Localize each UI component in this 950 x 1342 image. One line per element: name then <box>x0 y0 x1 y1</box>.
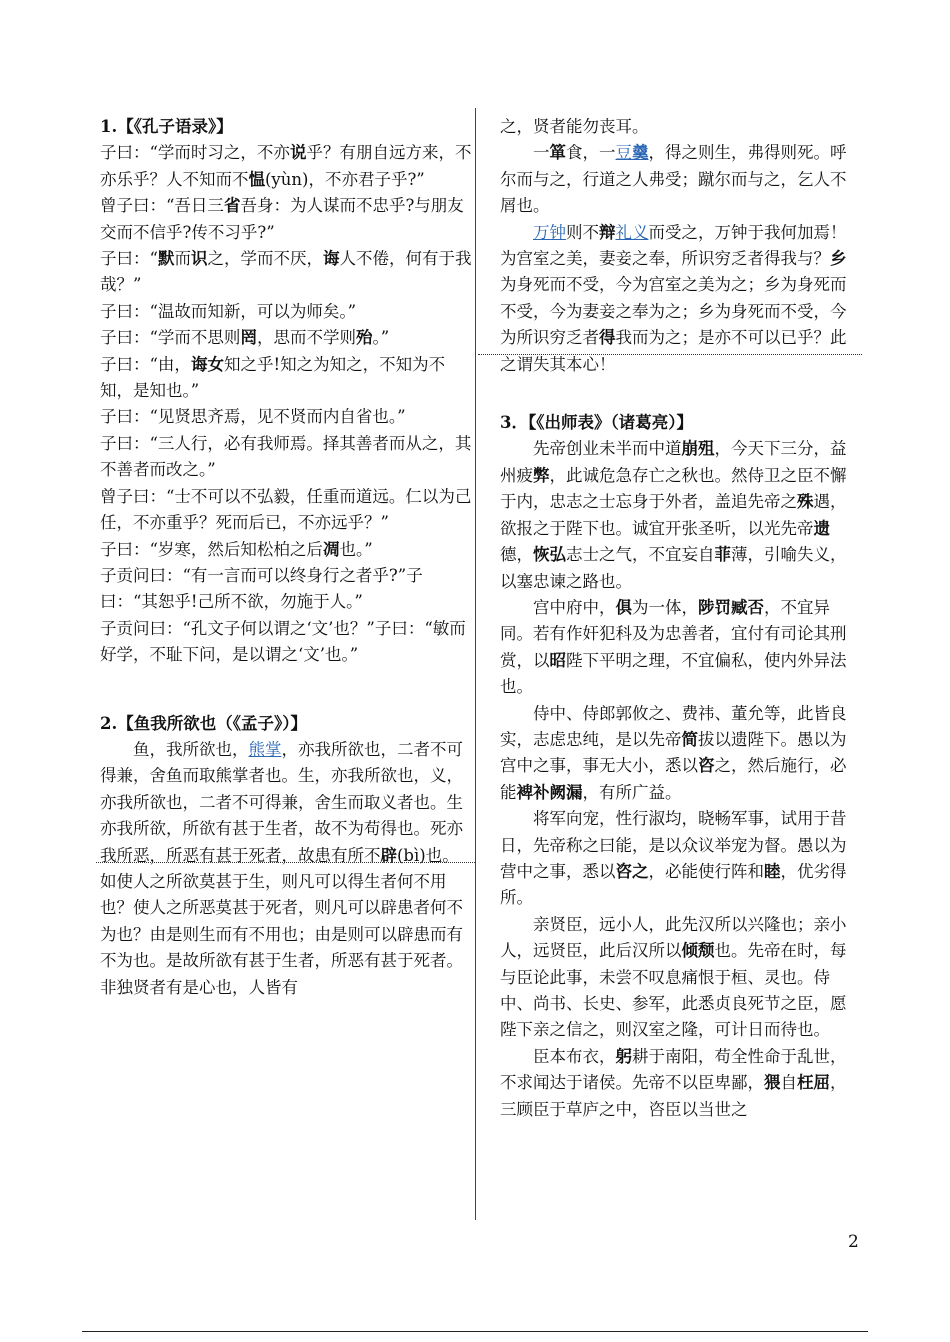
quote-line <box>100 484 475 537</box>
emphasis-term: 简 <box>681 729 698 749</box>
text-run: 臣本布衣， <box>533 1046 616 1066</box>
text-run: 先帝创业未半而中道 <box>533 439 682 459</box>
emphasis-term: 殊 <box>797 492 814 512</box>
footer-rule <box>82 1331 868 1332</box>
emphasis-term: 识 <box>190 249 208 269</box>
text-run: 之，学而不厌， <box>207 249 323 269</box>
glossary-link[interactable]: 熊掌 <box>248 739 282 759</box>
text-run: 志士之气，不宜妄自 <box>566 545 715 565</box>
section-3-body <box>500 436 862 1123</box>
memorial-paragraph <box>500 912 862 1044</box>
text-run: 拔以遗陛下。愚以为宫中之事，事无大小，悉以 <box>500 729 847 776</box>
quote-line <box>100 325 475 351</box>
text-run: ，不宜异同。若有作奸犯科及为忠善者，宜付有司论其刑赏，以 <box>500 597 847 670</box>
section-2-paragraph-2 <box>500 140 862 219</box>
text-run: ，优劣得所。 <box>500 861 847 908</box>
text-run: ，思而不学则 <box>256 328 356 348</box>
emphasis-term: 猥 <box>764 1073 781 1093</box>
text-run: 而受之，万钟于我何加焉！为宫室之美，妻妾之奉，所识穷乏者得我与？ <box>500 222 847 269</box>
emphasis-term: 殆 <box>355 328 373 348</box>
memorial-paragraph <box>500 1044 862 1123</box>
emphasis-term: 陟罚臧否 <box>698 597 764 617</box>
text-run: 曾子曰：“士不可以不弘毅，任重而道远。仁以为己任，不亦重乎？死而后已，不亦远乎？” <box>100 486 472 533</box>
emphasis-term: 枉屈 <box>797 1073 830 1093</box>
text-run: 薄，引喻失义，以塞忠谏之路也。 <box>500 545 847 591</box>
quote-line <box>100 140 475 193</box>
emphasis-term: 箪 <box>549 143 566 163</box>
text-run: 子曰：“岁寒，然后知松柏之后 <box>100 539 323 559</box>
emphasis-term: 俱 <box>615 597 632 617</box>
emphasis-term: 得 <box>599 328 616 348</box>
text-run: 子曰：“由， <box>100 354 191 374</box>
text-run: ，此诚危急存亡之秋也。然侍卫之臣不懈于内，忠志之士忘身于外者，盖追先帝之 <box>500 465 847 512</box>
emphasis-term: 睦 <box>764 861 781 881</box>
text-run: 德， <box>500 545 533 565</box>
text-run: 陛下平明之理，不宜偏私，使内外异法也。 <box>500 650 847 697</box>
page-number: 2 <box>848 1232 859 1252</box>
memorial-paragraph <box>500 701 862 807</box>
text-run: 子曰：“见贤思齐焉，见不贤而内自省也。” <box>100 407 406 427</box>
text-run: 子曰：“学而时习之，不亦 <box>100 143 290 163</box>
text-run: 子曰：“学而不思则 <box>100 328 241 348</box>
quote-line <box>100 563 475 616</box>
text-run: 曾子曰：“吾日三 <box>100 196 224 216</box>
text-run: 为身死而不受，今为宫室之美为之；乡为身死而不受，今为妻妾之奉为之；乡为身死而不受，今为所识穷乏者 <box>500 275 847 348</box>
section-1-heading: 1.【《孔子语录》】 <box>100 117 233 136</box>
section-2-paragraph-3 <box>500 220 862 378</box>
text-run: 侍中、侍郎郭攸之、费祎、董允等，此皆良实，志虑忠纯，是以先帝 <box>500 703 847 749</box>
quote-line <box>100 299 475 325</box>
emphasis-term: 乡 <box>830 249 847 269</box>
emphasis-term: 愠 <box>248 169 265 189</box>
section-2-continuation: 之，贤者能勿丧耳。 <box>500 117 649 136</box>
emphasis-term: 菲 <box>714 545 731 565</box>
emphasis-term: 诲 <box>322 249 340 269</box>
text-run: 为一体， <box>632 597 698 617</box>
text-run: 也。” <box>339 539 373 559</box>
emphasis-term: 弊 <box>533 465 550 485</box>
quote-line <box>100 404 475 430</box>
emphasis-term: 咨之 <box>615 861 649 881</box>
quote-line <box>100 616 475 669</box>
emphasis-term: 遗 <box>813 518 830 538</box>
section-3-heading: 3．【《出师表》（诸葛亮）】 <box>500 413 693 433</box>
text-run: 将军向宠，性行淑均，晓畅军事，试用于昔日，先帝称之曰能，是以众议举宠为督。愚以为营中之事，悉以 <box>500 809 847 881</box>
section-2-heading: 2.【鱼我所欲也（《孟子》）】 <box>100 713 307 733</box>
text-run: 吾身：为人谋而不忠乎?与朋友交而不信乎?传不习乎?” <box>100 196 464 242</box>
text-run: 自 <box>780 1073 797 1093</box>
glossary-link[interactable]: 礼义 <box>615 222 649 242</box>
text-run: ，三顾臣于草庐之中，咨臣以当世之 <box>500 1073 847 1119</box>
text-run: 宫中府中， <box>533 597 616 617</box>
emphasis-term: 咨 <box>698 756 715 776</box>
text-run: ，今天下三分，益州疲 <box>500 439 847 485</box>
section-separator <box>96 862 475 863</box>
quote-line <box>100 352 475 405</box>
glossary-link[interactable]: 豆 <box>615 143 632 163</box>
text-run: 我而为之；是亦不可以已乎？此之谓失其本心！ <box>500 328 847 374</box>
emphasis-term: 崩殂 <box>681 439 715 459</box>
memorial-paragraph <box>500 436 862 594</box>
quote-line <box>100 246 475 299</box>
text-run: 子曰：“三人行，必有我师焉。择其善者而从之，其不善者而改之。” <box>100 433 472 480</box>
text-run: 鱼，我所欲也， <box>133 739 249 759</box>
emphasis-term: 凋 <box>322 539 340 559</box>
text-run: (bì)也。如使人之所欲莫甚于生，则凡可以得生者何不用也？使人之所恶莫甚于死者，则凡可以辟患者何不为也？由是则生而有不用也；由是则可以辟患而有不为也。是故所欲有甚于生者，所恶有甚于死者。非独贤者有是心也，人皆有 <box>100 845 463 997</box>
text-run: (yùn)，不亦君子乎?” <box>265 169 425 189</box>
text-run: 知之乎!知之为知之，不知为不知，是知也。” <box>100 354 446 401</box>
emphasis-term: 罔 <box>240 328 257 348</box>
glossary-link[interactable]: 羹 <box>632 143 649 163</box>
emphasis-term: 倾颓 <box>681 941 715 961</box>
emphasis-term: 昭 <box>549 650 566 670</box>
emphasis-term: 省 <box>223 196 241 216</box>
text-run: 之，然后施行，必能 <box>500 756 847 802</box>
text-run: 子贡问曰：“有一言而可以终身行之者乎?”子曰：“其恕乎!己所不欲，勿施于人。” <box>100 565 423 612</box>
emphasis-term: 裨补阙漏 <box>516 782 583 802</box>
text-run: 子曰：“ <box>100 249 158 269</box>
emphasis-term: 说 <box>289 143 307 163</box>
text-run: 亲贤臣，远小人，此先汉所以兴隆也；亲小人，远贤臣，此后汉所以 <box>500 914 847 961</box>
text-run: 人不倦，何有于我哉？” <box>100 249 472 295</box>
right-column <box>500 114 862 1123</box>
text-run: 耕于南阳，苟全性命于乱世，不求闻达于诸侯。先帝不以臣卑鄙， <box>500 1046 847 1093</box>
emphasis-term: 辩 <box>599 222 616 242</box>
text-run: 则不 <box>566 222 599 242</box>
text-run: ，必能使行阵和 <box>648 861 764 881</box>
quote-line <box>100 431 475 484</box>
quote-line <box>100 193 475 246</box>
text-run: 也。先帝在时，每与臣论此事，未尝不叹息痛恨于桓、灵也。侍中、尚书、长史、参军，此悉贞良死节之臣，愿陛下亲之信之，则汉室之隆，可计日而待也。 <box>500 941 847 1040</box>
emphasis-term: 恢弘 <box>533 545 566 565</box>
memorial-paragraph <box>500 595 862 701</box>
text-run: 一 <box>533 143 550 163</box>
emphasis-term: 默 <box>157 249 175 269</box>
emphasis-term: 诲女 <box>190 354 224 374</box>
left-column <box>100 114 475 1001</box>
text-run: 而 <box>174 249 191 269</box>
text-run: 子贡问曰：“孔文子何以谓之‘文’也？”子曰：“敏而好学，不耻下问，是以谓之‘文’也。” <box>100 618 466 665</box>
text-run: 遇，欲报之于陛下也。诚宜开张圣听，以光先帝 <box>500 492 847 538</box>
memorial-paragraph <box>500 806 862 912</box>
text-run: 子曰：“温故而知新，可以为师矣。” <box>100 301 357 321</box>
quote-line <box>100 537 475 563</box>
section-1-body <box>100 140 475 668</box>
column-divider <box>475 108 476 1220</box>
text-run: ，亦我所欲也，二者不可得兼，舍鱼而取熊掌者也。生，亦我所欲也，义，亦我所欲也，二者不可得兼，舍生而取义者也。生亦我所欲，所欲有甚于生者，故不为苟得也。死亦我所恶，所恶有甚于死者，故患有所不 <box>100 739 463 865</box>
emphasis-term: 辟 <box>380 845 397 865</box>
emphasis-term: 躬 <box>615 1046 632 1066</box>
glossary-link[interactable]: 万钟 <box>533 222 566 242</box>
text-run: 乎？有朋自远方来，不亦乐乎？人不知而不 <box>100 143 472 189</box>
text-run: 。” <box>372 328 390 348</box>
section-2-paragraph <box>100 737 475 1001</box>
text-run: 食，一 <box>566 143 616 163</box>
text-run: ，有所广益。 <box>582 782 682 802</box>
text-run: ，得之则生，弗得则死。呼尔而与之，行道之人弗受；蹴尔而与之，乞人不屑也。 <box>500 143 847 216</box>
